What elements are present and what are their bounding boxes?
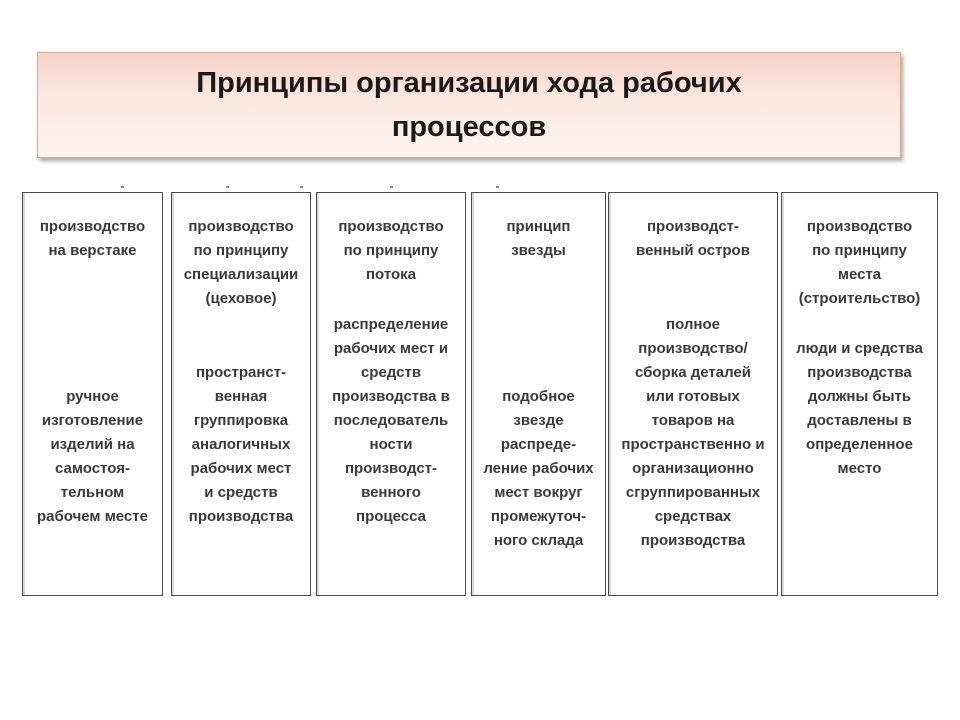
column-body: полное производство/ сборка деталей или готовых товаров на пространственно и организационно сгруппированных средствах производства [621,316,765,549]
tick-mark [390,186,393,188]
column-production-island [608,192,778,596]
tick-mark [300,186,303,188]
column-star [471,192,606,596]
column-body: подобное звезде распреде- ление рабочих мест вокруг промежуточ- ного склада [483,388,594,549]
column-body: люди и средства производства должны быть доставлены в определенное место [796,340,923,477]
column-workbench [22,192,163,596]
column-header: производство по принципу места (строительство) [798,218,921,307]
tick-mark [121,186,124,188]
column-body: ручное изготовление изделий на самостоя- тельном рабочем месте [37,388,148,525]
column-body: пространст- венная группировка аналогичных рабочих мест и средств производства [188,364,294,525]
column-header: производство по принципу потока [338,218,444,283]
page-title [119,61,819,149]
column-header: принцип звезды [506,218,571,259]
column-header: производст- венный остров [636,218,750,259]
column-flow [316,192,466,596]
column-body: распределение рабочих мест и средств производства в последователь ности производст- венного процесса [332,316,450,525]
tick-mark [496,186,499,188]
tick-mark [226,186,229,188]
title-line-1: Принципы организации хода рабочих [196,67,742,99]
title-line-2: процессов [391,111,547,143]
title-banner [37,52,901,158]
column-header: производство на верстаке [39,218,146,259]
column-header: производство по принципу специализации (цеховое) [183,218,299,307]
column-place [781,192,938,596]
column-specialization [171,192,311,596]
